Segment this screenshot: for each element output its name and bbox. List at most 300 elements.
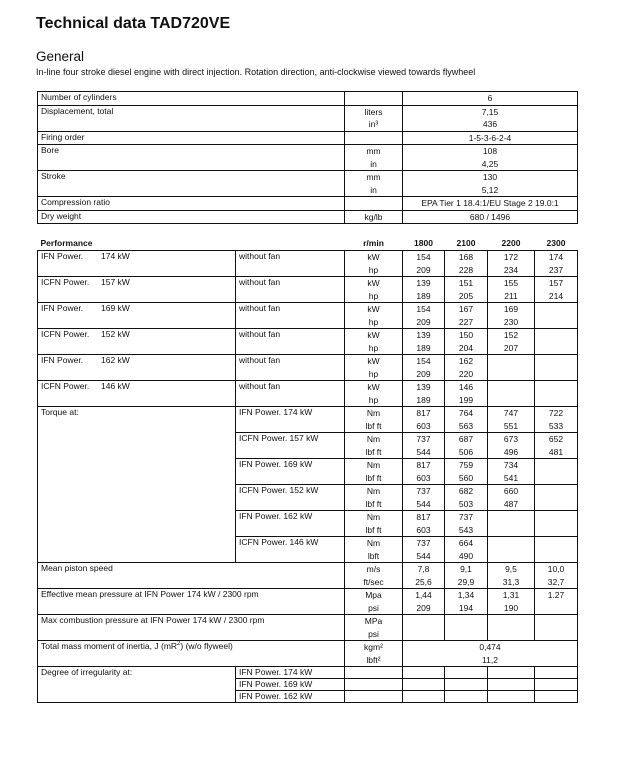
unit-label: MPa xyxy=(364,616,383,626)
value-cell: 189 xyxy=(416,394,431,405)
empty-cell xyxy=(403,667,445,679)
value-cell: 687 xyxy=(458,434,474,444)
empty-cell xyxy=(345,691,403,703)
value-cell: 759 xyxy=(458,460,474,470)
value-cell: 209 xyxy=(416,316,431,327)
value-column xyxy=(445,511,488,537)
value-column xyxy=(403,537,445,563)
unit-label: psi xyxy=(368,628,379,639)
value-cell: 1,34 xyxy=(457,590,475,600)
value-cell: 0,474 xyxy=(479,642,501,652)
torque-condition: ICFN Power. 157 kW xyxy=(236,433,345,459)
power-row xyxy=(38,381,578,407)
value-column xyxy=(488,433,535,459)
empty-cell xyxy=(535,691,578,703)
general-label: Compression ratio xyxy=(38,197,345,211)
value-cell: 551 xyxy=(503,420,519,431)
value-cell xyxy=(538,459,574,472)
value-cell: 139 xyxy=(416,330,431,340)
unit-label: Nm xyxy=(366,460,381,470)
unit-cell xyxy=(345,589,403,615)
value-cell xyxy=(538,537,574,550)
unit-cell xyxy=(345,537,403,563)
value-cell: 209 xyxy=(416,368,431,379)
rpm-2100: 2100 xyxy=(456,238,476,248)
unit-label: kW xyxy=(367,252,380,262)
general-row xyxy=(38,171,578,197)
value-cell: 603 xyxy=(416,524,431,535)
inertia-label-text: Total mass moment of inertia, J (mR xyxy=(41,641,178,651)
value-cell: 817 xyxy=(416,512,431,522)
value-cell: 207 xyxy=(503,342,519,353)
value-cell: 146 xyxy=(458,382,474,392)
value-column xyxy=(403,407,445,433)
effective-mean-pressure-label: Effective mean pressure at IFN Power 174 kW / 2300 rpm xyxy=(38,589,345,615)
value-cell: 4,25 xyxy=(481,158,499,169)
value-cell xyxy=(538,394,574,407)
value-column xyxy=(403,615,445,641)
value-column xyxy=(535,407,578,433)
unit-label: hp xyxy=(368,290,379,301)
value-column xyxy=(488,589,535,615)
value-cell: EPA Tier 1 18.4:1/EU Stage 2 19.0:1 xyxy=(421,198,559,208)
fan-note: without fan xyxy=(236,303,345,329)
value-column xyxy=(535,615,578,641)
value-cell xyxy=(448,615,484,628)
fan-note: without fan xyxy=(236,329,345,355)
power-label xyxy=(38,303,236,329)
value-cell: 167 xyxy=(458,304,474,314)
value-column xyxy=(535,563,578,589)
value-column xyxy=(403,251,445,277)
value-column xyxy=(535,251,578,277)
value-cell xyxy=(491,550,531,563)
general-units xyxy=(345,197,403,211)
unit-cell xyxy=(345,329,403,355)
value-cell: 154 xyxy=(416,356,431,366)
unit-cell xyxy=(345,355,403,381)
unit-label: kW xyxy=(367,304,380,314)
unit-label: ft/sec xyxy=(363,576,384,587)
value-cell: 533 xyxy=(548,420,564,431)
torque-label: Torque at: xyxy=(38,407,236,563)
empty-cell xyxy=(403,691,445,703)
general-values xyxy=(403,92,578,106)
value-column xyxy=(445,615,488,641)
unit-label: kW xyxy=(367,356,380,366)
value-cell: 7,8 xyxy=(417,564,430,574)
unit-label: Nm xyxy=(366,486,381,496)
power-type: ICFN Power. xyxy=(41,277,90,287)
general-row xyxy=(38,105,578,131)
value-cell: 10,0 xyxy=(547,564,565,574)
power-type: ICFN Power. xyxy=(41,329,90,339)
general-values xyxy=(403,210,578,224)
power-row xyxy=(38,329,578,355)
unit-cell xyxy=(345,511,403,537)
value-column xyxy=(445,355,488,381)
power-row xyxy=(38,355,578,381)
value-cell: 680 / 1496 xyxy=(469,211,511,222)
value-cell: 734 xyxy=(503,460,519,470)
value-column xyxy=(488,615,535,641)
value-cell: 172 xyxy=(503,252,519,262)
unit-label: hp xyxy=(368,368,379,379)
value-cell: 5,12 xyxy=(481,184,499,195)
value-cell xyxy=(491,537,531,550)
value-cell: 234 xyxy=(503,264,519,275)
value-cell xyxy=(538,472,574,485)
general-row xyxy=(38,210,578,224)
max-combustion-pressure-label: Max combustion pressure at IFN Power 174 kW / 2300 rpm xyxy=(38,615,345,641)
value-column xyxy=(445,563,488,589)
power-type: IFN Power. xyxy=(41,303,84,313)
value-column xyxy=(535,511,578,537)
value-cell: 737 xyxy=(416,434,431,444)
value-cell: 7,15 xyxy=(481,106,499,117)
torque-condition: IFN Power. 174 kW xyxy=(236,407,345,433)
value-cell xyxy=(538,485,574,498)
empty-cell xyxy=(345,679,403,691)
fan-note: without fan xyxy=(236,381,345,407)
value-cell xyxy=(491,368,531,381)
value-cell: 209 xyxy=(416,602,431,613)
value-column xyxy=(445,277,488,303)
value-cell xyxy=(538,381,574,394)
value-cell: 1,44 xyxy=(415,590,432,600)
value-cell: 544 xyxy=(416,498,431,509)
empty-cell xyxy=(445,691,488,703)
value-cell: 220 xyxy=(458,368,474,379)
value-column xyxy=(445,459,488,485)
irregularity-condition: IFN Power. 169 kW xyxy=(236,679,345,691)
unit-label: psi xyxy=(368,602,379,613)
torque-condition: IFN Power. 169 kW xyxy=(236,459,345,485)
unit-label: lbf ft xyxy=(365,420,382,431)
value-column xyxy=(488,251,535,277)
value-cell xyxy=(491,394,531,407)
max-combustion-pressure-row xyxy=(38,615,578,641)
value-column xyxy=(403,381,445,407)
value-cell: 541 xyxy=(503,472,519,483)
unit-label: in³ xyxy=(368,119,379,129)
value-cell: 6 xyxy=(487,93,493,103)
value-cell xyxy=(491,381,531,394)
value-cell xyxy=(491,628,531,641)
value-cell: 154 xyxy=(416,252,431,262)
value-cell xyxy=(538,498,574,511)
value-cell: 603 xyxy=(416,472,431,483)
value-column xyxy=(488,303,535,329)
unit-label: liters xyxy=(364,106,383,117)
value-column xyxy=(403,329,445,355)
value-cell: 211 xyxy=(504,290,518,301)
value-column xyxy=(488,459,535,485)
value-cell: 152 xyxy=(503,330,519,340)
value-cell: 664 xyxy=(458,538,474,548)
header-spacer xyxy=(236,237,345,251)
unit-cell xyxy=(345,277,403,303)
unit-label: lbft xyxy=(367,550,380,561)
general-units xyxy=(345,145,403,171)
general-label: Firing order xyxy=(38,131,345,145)
value-cell xyxy=(538,355,574,368)
value-cell: 162 xyxy=(458,356,474,366)
empty-cell xyxy=(488,691,535,703)
value-cell: 496 xyxy=(503,446,519,457)
general-label: Bore xyxy=(38,145,345,171)
empty-cell xyxy=(535,679,578,691)
value-cell: 230 xyxy=(503,316,519,327)
value-cell xyxy=(491,355,531,368)
general-units xyxy=(345,105,403,131)
value-cell: 1.27 xyxy=(547,590,565,600)
unit-cell xyxy=(345,485,403,511)
value-column xyxy=(445,329,488,355)
general-label: Number of cylinders xyxy=(38,92,345,106)
value-column xyxy=(535,459,578,485)
general-values xyxy=(403,131,578,145)
unit-label: Nm xyxy=(366,538,381,548)
value-cell xyxy=(538,524,574,537)
value-column xyxy=(488,407,535,433)
power-type: IFN Power. xyxy=(41,355,84,365)
value-cell: 764 xyxy=(458,408,474,418)
superscript: 2 xyxy=(177,641,181,648)
unit-label xyxy=(348,92,399,105)
value-cell: 204 xyxy=(458,342,474,353)
general-units xyxy=(345,92,403,106)
value-cell: 209 xyxy=(416,264,431,275)
general-values xyxy=(403,171,578,197)
value-cell xyxy=(406,615,441,628)
value-column xyxy=(403,563,445,589)
value-cell xyxy=(538,368,574,381)
value-cell: 673 xyxy=(503,434,519,444)
value-cell: 190 xyxy=(503,602,519,613)
value-column xyxy=(488,381,535,407)
unit-label: Nm xyxy=(366,408,381,418)
power-row xyxy=(38,277,578,303)
value-column xyxy=(445,485,488,511)
unit-label: mm xyxy=(366,146,381,156)
unit-label xyxy=(348,197,399,210)
unit-label: kW xyxy=(367,382,380,392)
value-column xyxy=(403,355,445,381)
value-column xyxy=(535,537,578,563)
value-cell: 189 xyxy=(416,342,431,353)
unit-label: kgm² xyxy=(364,642,383,652)
value-column xyxy=(535,433,578,459)
value-cell: 1,31 xyxy=(502,590,520,600)
performance-table xyxy=(37,237,578,703)
empty-cell xyxy=(488,679,535,691)
general-row xyxy=(38,92,578,106)
general-values xyxy=(403,197,578,211)
value-cell: 154 xyxy=(416,304,431,314)
empty-cell xyxy=(345,667,403,679)
value-cell: 543 xyxy=(458,524,474,535)
value-cell xyxy=(448,628,484,641)
effective-mean-pressure-row xyxy=(38,589,578,615)
torque-row xyxy=(38,407,578,433)
value-cell xyxy=(538,316,574,329)
fan-note: without fan xyxy=(236,277,345,303)
general-label: Stroke xyxy=(38,171,345,197)
unit-cell xyxy=(345,641,403,667)
torque-condition: ICFN Power. 152 kW xyxy=(236,485,345,511)
power-rating: 152 kW xyxy=(101,329,130,339)
value-cell: 174 xyxy=(548,252,564,262)
unit-label: lbf ft xyxy=(365,472,382,483)
unit-label: hp xyxy=(368,316,379,327)
unit-cell xyxy=(345,407,403,433)
rpm-label: r/min xyxy=(363,238,384,248)
value-cell xyxy=(491,615,531,628)
value-cell: 506 xyxy=(458,446,474,457)
value-cell: 817 xyxy=(416,408,431,418)
power-row xyxy=(38,251,578,277)
value-column xyxy=(488,355,535,381)
unit-cell xyxy=(345,433,403,459)
unit-cell xyxy=(345,563,403,589)
value-cell: 9,5 xyxy=(505,564,517,574)
value-cell xyxy=(538,342,574,355)
value-column xyxy=(403,459,445,485)
general-values xyxy=(403,145,578,171)
value-column xyxy=(403,511,445,537)
power-rating: 146 kW xyxy=(101,381,130,391)
unit-cell xyxy=(345,251,403,277)
value-cell: 503 xyxy=(458,498,474,509)
general-units xyxy=(345,171,403,197)
unit-label: lbft² xyxy=(366,654,381,665)
power-rating: 169 kW xyxy=(101,303,130,313)
value-cell: 194 xyxy=(458,602,474,613)
value-cell: 737 xyxy=(458,512,474,522)
power-label xyxy=(38,277,236,303)
irregularity-condition: IFN Power. 174 kW xyxy=(236,667,345,679)
value-column xyxy=(403,589,445,615)
fan-note: without fan xyxy=(236,251,345,277)
value-cell: 155 xyxy=(503,278,519,288)
power-rating: 157 kW xyxy=(101,277,130,287)
value-column xyxy=(445,251,488,277)
general-table xyxy=(37,91,578,224)
general-row xyxy=(38,197,578,211)
general-units xyxy=(345,210,403,224)
inertia-label xyxy=(38,641,345,667)
value-cell: 199 xyxy=(458,394,474,405)
unit-label: hp xyxy=(368,342,379,353)
value-cell: 660 xyxy=(503,486,519,496)
value-cell: 150 xyxy=(458,330,474,340)
value-column xyxy=(535,303,578,329)
power-label xyxy=(38,251,236,277)
general-units xyxy=(345,131,403,145)
value-column xyxy=(403,277,445,303)
power-row xyxy=(38,303,578,329)
value-cell xyxy=(406,628,441,641)
value-cell: 228 xyxy=(458,264,474,275)
unit-label: lbf ft xyxy=(365,498,382,509)
empty-cell xyxy=(403,679,445,691)
rpm-2200: 2200 xyxy=(501,238,521,248)
value-cell: 29,9 xyxy=(457,576,475,587)
unit-label xyxy=(348,132,399,145)
value-column xyxy=(445,433,488,459)
value-cell xyxy=(491,511,531,524)
value-column xyxy=(445,589,488,615)
unit-cell xyxy=(345,381,403,407)
value-column xyxy=(445,303,488,329)
unit-label: Mpa xyxy=(365,590,382,600)
value-cell: 560 xyxy=(458,472,474,483)
value-cell: 139 xyxy=(416,382,431,392)
power-label xyxy=(38,329,236,355)
empty-cell xyxy=(445,679,488,691)
value-cell: 32,7 xyxy=(547,576,565,587)
value-column xyxy=(535,589,578,615)
power-label xyxy=(38,381,236,407)
value-column xyxy=(535,329,578,355)
value-cell: 490 xyxy=(458,550,474,561)
value-cell: 25,6 xyxy=(415,576,432,587)
value-cell xyxy=(538,303,574,316)
value-cell: 544 xyxy=(416,550,431,561)
value-column xyxy=(488,537,535,563)
unit-cell xyxy=(345,303,403,329)
value-column xyxy=(488,485,535,511)
unit-label: Nm xyxy=(366,512,381,522)
unit-cell xyxy=(345,615,403,641)
value-cell: 130 xyxy=(482,172,498,182)
value-cell xyxy=(538,615,574,628)
torque-condition: IFN Power. 162 kW xyxy=(236,511,345,537)
value-cell: 214 xyxy=(548,290,564,301)
rpm-1800: 1800 xyxy=(414,238,433,248)
rpm-2300: 2300 xyxy=(546,238,566,248)
value-column xyxy=(403,303,445,329)
empty-cell xyxy=(535,667,578,679)
value-cell xyxy=(538,550,574,563)
empty-cell xyxy=(488,667,535,679)
value-cell: 168 xyxy=(458,252,474,262)
page-title: Technical data TAD720VE xyxy=(36,15,231,32)
value-cell: 11,2 xyxy=(482,654,498,665)
engine-description: In-line four stroke diesel engine with direct injection. Rotation direction, anti-clockwise viewed towards flywheel xyxy=(36,67,476,77)
inertia-row xyxy=(38,641,578,667)
general-row xyxy=(38,145,578,171)
unit-label: kW xyxy=(367,330,380,340)
mean-piston-speed-label: Mean piston speed xyxy=(38,563,345,589)
value-cell: 169 xyxy=(503,304,519,314)
value-cell: 563 xyxy=(458,420,474,431)
power-rating: 162 kW xyxy=(101,355,130,365)
value-column xyxy=(535,381,578,407)
value-cell xyxy=(491,524,531,537)
value-column xyxy=(488,329,535,355)
irregularity-label: Degree of irregularity at: xyxy=(38,667,236,703)
irregularity-condition: IFN Power. 162 kW xyxy=(236,691,345,703)
value-column xyxy=(535,485,578,511)
value-cell xyxy=(538,602,574,615)
value-column xyxy=(535,355,578,381)
value-cell: 189 xyxy=(416,290,431,301)
value-cell: 151 xyxy=(458,278,474,288)
torque-condition: ICFN Power. 146 kW xyxy=(236,537,345,563)
unit-label: in xyxy=(370,184,377,195)
